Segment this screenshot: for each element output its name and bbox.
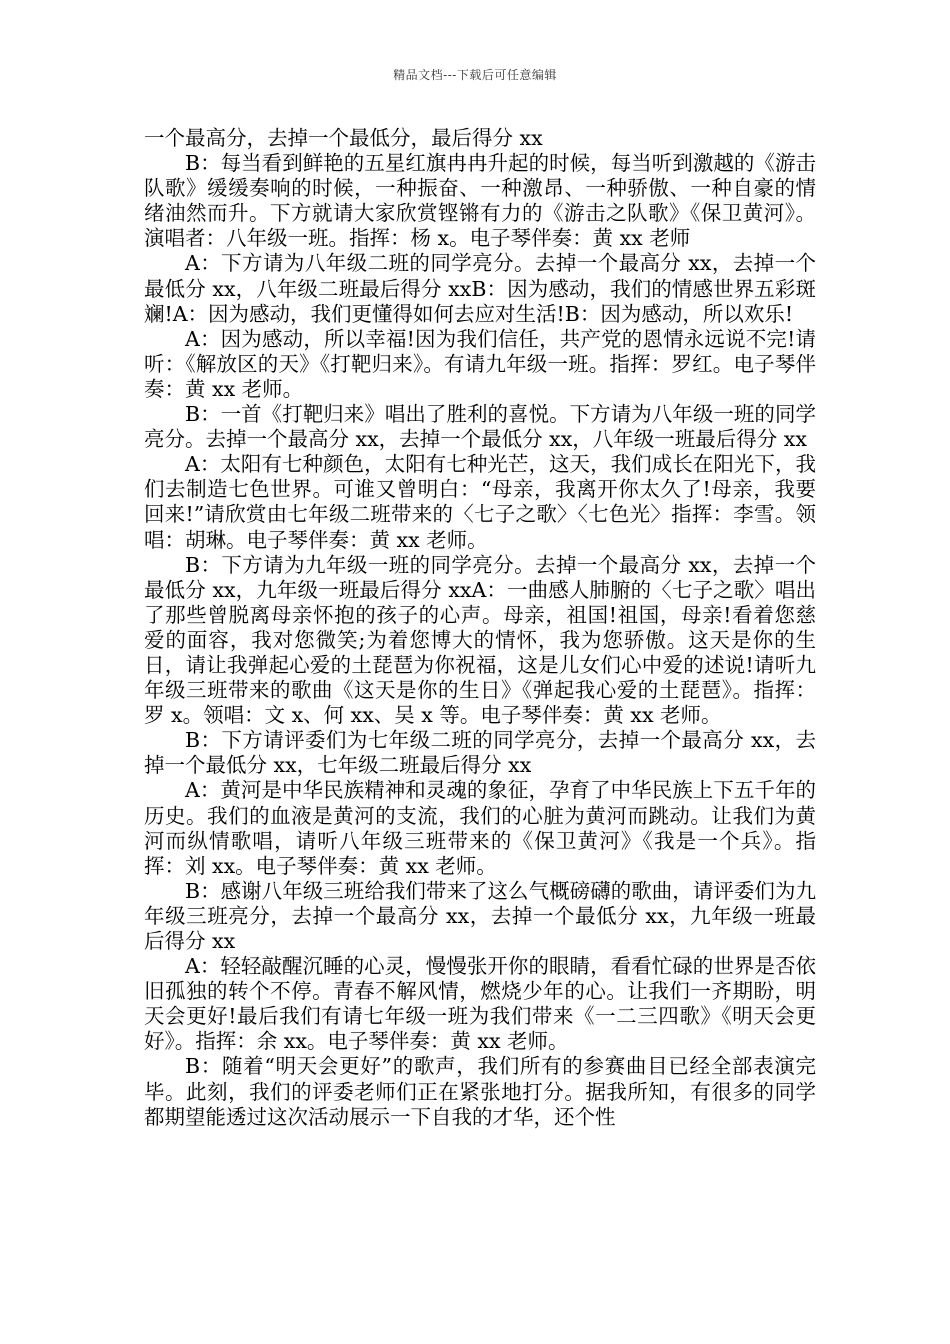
page-header: 精品文档---下载后可任意编辑: [393, 68, 557, 82]
paragraph: B：一首《打靶归来》唱出了胜利的喜悦。下方请为八年级一班的同学亮分。去掉一个最高分 xx，去掉一个最低分 xx，八年级一班最后得分 xx: [144, 402, 816, 452]
document-body: [144, 126, 816, 1130]
paragraph: 一个最高分，去掉一个最低分，最后得分 xx: [144, 126, 543, 150]
paragraph: A：黄河是中华民族精神和灵魂的象征，孕育了中华民族上下五千年的历史。我们的血液是黄河的支流，我们的心脏为黄河而跳动。让我们为黄河而纵情歌唱，请听八年级三班带来的《保卫黄河》《我是一个兵》。指挥：刘 xx。电子琴伴奏：黄 xx 老师。: [144, 778, 816, 878]
paragraph: A：轻轻敲醒沉睡的心灵，慢慢张开你的眼睛，看看忙碌的世界是否依旧孤独的转个不停。青春不解风情，燃烧少年的心。让我们一齐期盼，明天会更好!最后我们有请七年级一班为我们带来《一二三四歌》《明天会更好》。指挥：余 xx。电子琴伴奏：黄 xx 老师。: [144, 954, 816, 1054]
paragraph: B：每当看到鲜艳的五星红旗冉冉升起的时候，每当听到激越的《游击队歌》缓缓奏响的时候，一种振奋、一种激昂、一种骄傲、一种自豪的情绪油然而升。下方就请大家欣赏铿锵有力的《游击之队歌》《保卫黄河》。演唱者：八年级一班。指挥：杨 x。电子琴伴奏：黄 xx 老师: [144, 151, 816, 251]
paragraph: B：下方请评委们为七年级二班的同学亮分，去掉一个最高分 xx，去掉一个最低分 xx，七年级二班最后得分 xx: [144, 728, 816, 778]
paragraph: A：因为感动，所以幸福!因为我们信任，共产党的恩情永远说不完!请听：《解放区的天》《打靶归来》。有请九年级一班。指挥：罗红。电子琴伴奏：黄 xx 老师。: [144, 326, 816, 401]
paragraph: B：随着“明天会更好”的歌声，我们所有的参赛曲目已经全部表演完毕。此刻，我们的评委老师们正在紧张地打分。据我所知，有很多的同学都期望能透过这次活动展示一下自我的才华，还个性: [144, 1054, 816, 1129]
paragraph: A：太阳有七种颜色，太阳有七种光芒，这天，我们成长在阳光下，我们去制造七色世界。可谁又曾明白：“母亲，我离开你太久了!母亲，我要回来!”请欣赏由七年级二班带来的〈七子之歌〉〈七色光〉指挥：李雪。领唱：胡琳。电子琴伴奏：黄 xx 老师。: [144, 452, 816, 552]
paragraph: B：下方请为九年级一班的同学亮分。去掉一个最高分 xx，去掉一个最低分 xx，九年级一班最后得分 xxA：一曲感人肺腑的〈七子之歌〉唱出了那些曾脱离母亲怀抱的孩子的心声。母亲，祖国!祖国，母亲!看着您慈爱的面容，我对您微笑;为着您博大的情怀，我为您骄傲。这天是你的生日，请让我弹起心爱的土琵琶为你祝福，这是儿女们心中爱的述说!请听九年级三班带来的歌曲《这天是你的生日》《弹起我心爱的土琵琶》。指挥：罗 x。领唱：文 x、何 xx、吴 x 等。电子琴伴奏：黄 xx 老师。: [144, 552, 816, 728]
paragraph: A：下方请为八年级二班的同学亮分。去掉一个最高分 xx，去掉一个最低分 xx，八年级二班最后得分 xxB：因为感动，我们的情感世界五彩斑斓!A：因为感动，我们更懂得如何去应对生活!B：因为感动，所以欢乐!: [144, 251, 816, 326]
paragraph: B：感谢八年级三班给我们带来了这么气概磅礴的歌曲，请评委们为九年级三班亮分，去掉一个最高分 xx，去掉一个最低分 xx，九年级一班最后得分 xx: [144, 878, 816, 953]
